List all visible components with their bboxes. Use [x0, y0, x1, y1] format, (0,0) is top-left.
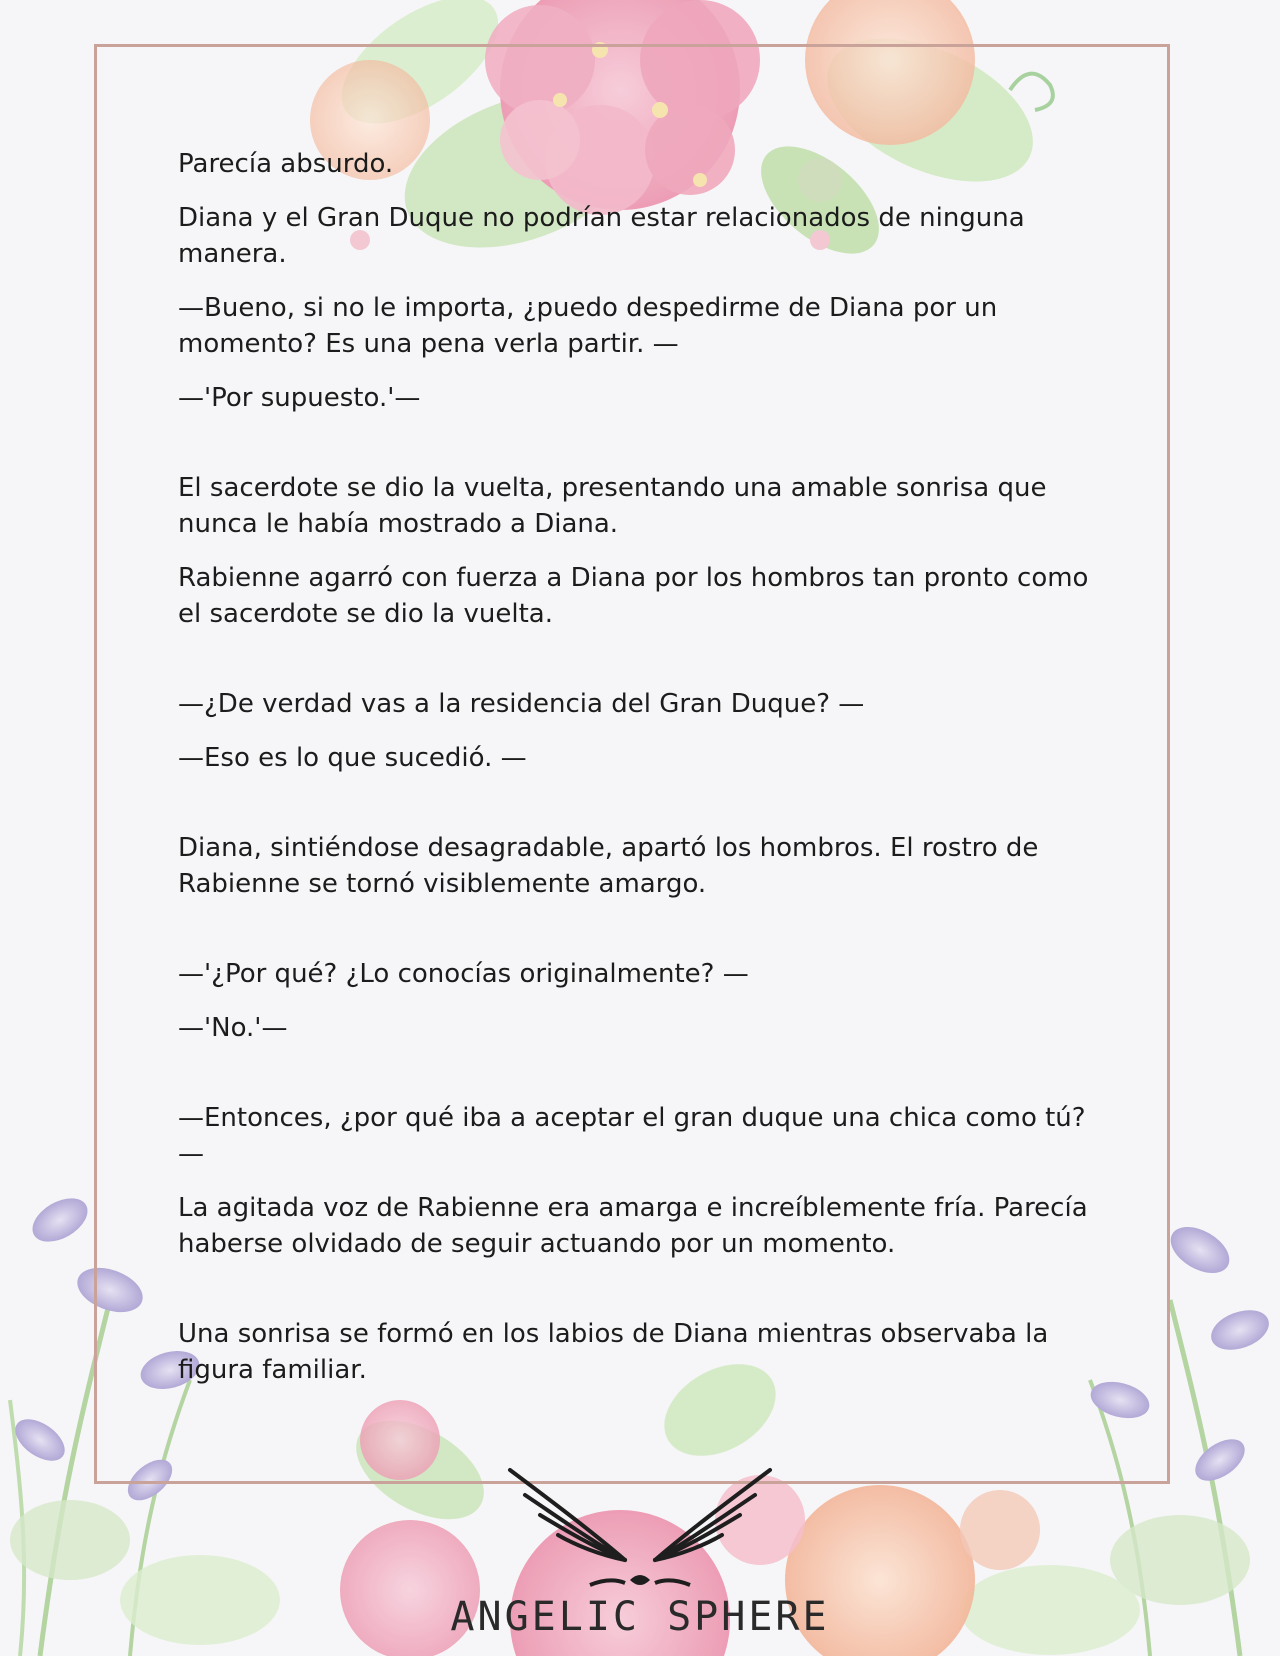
paragraph: —Entonces, ¿por qué iba a aceptar el gran duque una chica como tú? — [178, 1103, 1086, 1169]
paragraph: —Eso es lo que sucedió. — [178, 743, 527, 773]
paragraph: —'No.'— [178, 1013, 288, 1043]
angel-wings-logo-icon [440, 1460, 840, 1600]
paragraph: Diana, sintiéndose desagradable, apartó los hombros. El rostro de Rabienne se tornó visiblemente amargo. [178, 833, 1039, 899]
paragraph: El sacerdote se dio la vuelta, presentando una amable sonrisa que nunca le había mostrado a Diana. [178, 473, 1047, 539]
paragraph: —Bueno, si no le importa, ¿puedo despedirme de Diana por un momento? Es una pena verla partir. — [178, 293, 998, 359]
watermark-logo [440, 1460, 840, 1656]
paragraph: —¿De verdad vas a la residencia del Gran Duque? — [178, 689, 865, 719]
story-text [178, 146, 1108, 1406]
paragraph: Rabienne agarró con fuerza a Diana por los hombros tan pronto como el sacerdote se dio la vuelta. [178, 563, 1089, 629]
watermark-text: ANGELIC SPHERE [450, 1594, 830, 1640]
paragraph: —'Por supuesto.'— [178, 383, 421, 413]
paragraph: La agitada voz de Rabienne era amarga e increíblemente fría. Parecía haberse olvidado de seguir actuando por un momento. [178, 1193, 1088, 1259]
paragraph: —'¿Por qué? ¿Lo conocías originalmente? — [178, 959, 749, 989]
paragraph: Una sonrisa se formó en los labios de Diana mientras observaba la figura familiar. [178, 1319, 1049, 1385]
paragraph: Parecía absurdo. [178, 149, 394, 179]
paragraph: Diana y el Gran Duque no podrían estar relacionados de ninguna manera. [178, 203, 1025, 269]
